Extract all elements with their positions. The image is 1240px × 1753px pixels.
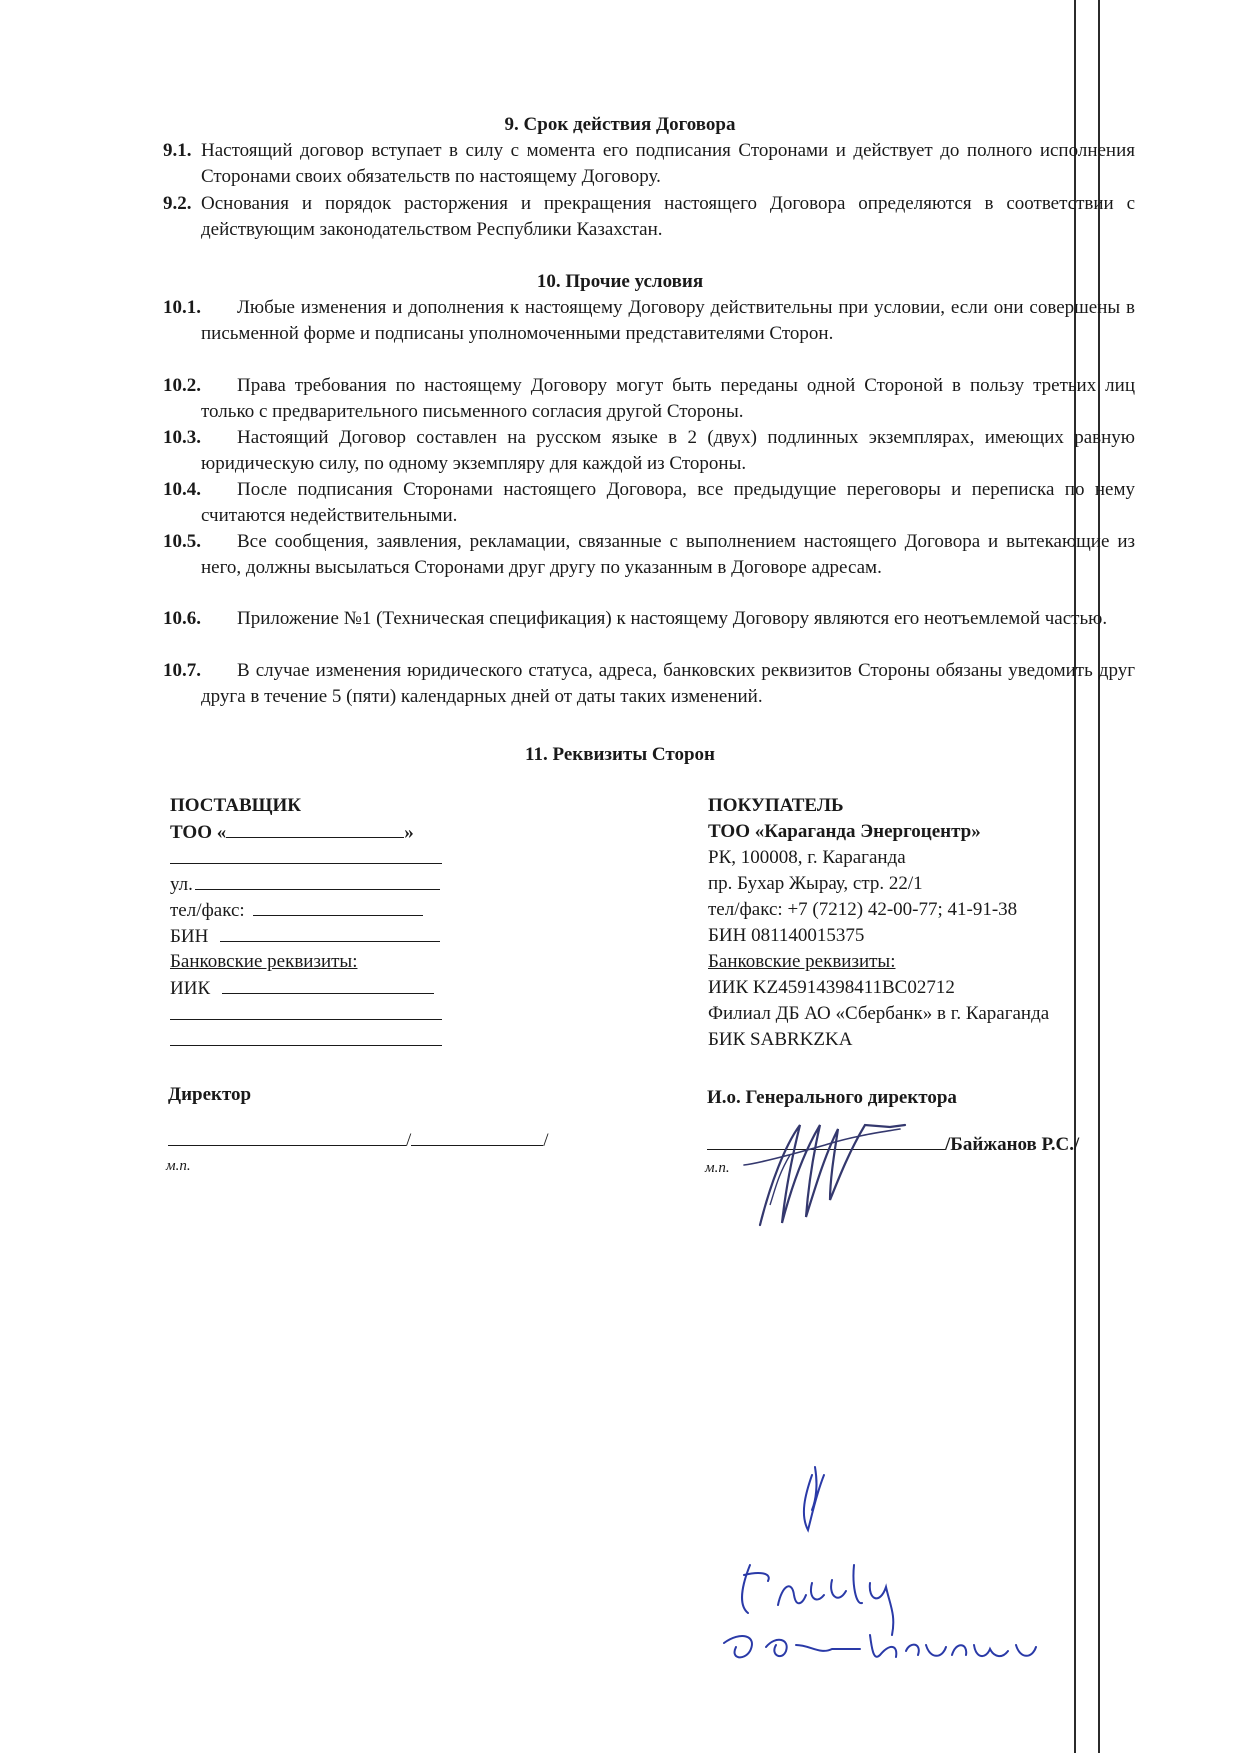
buyer-bin: БИН 081140015375 <box>708 925 865 946</box>
clause-text: Основания и порядок расторжения и прекращения настоящего Договора определяются в соответствии с действующим законодательством Республики Казахстан. <box>201 193 1135 240</box>
section-11-title: 11. Реквизиты Сторон <box>525 744 715 765</box>
clause-number: 10.6. <box>163 608 201 629</box>
buyer-phone: тел/факс: +7 (7212) 42-00-77; 41-91-38 <box>708 899 1018 920</box>
clause-10-6 <box>163 606 1135 632</box>
supplier-name-sign-blank <box>411 1127 543 1146</box>
supplier-street-blank <box>195 871 440 890</box>
supplier-street <box>170 871 470 897</box>
buyer-bank: Филиал ДБ АО «Сбербанк» в г. Караганда <box>708 1003 1050 1024</box>
supplier-slash-2: / <box>543 1130 549 1151</box>
clause-number: 10.5. <box>163 531 201 552</box>
buyer-bank-label: Банковские реквизиты: <box>708 951 896 972</box>
buyer-name: ТОО «Караганда Энергоцентр» <box>708 821 981 842</box>
supplier-iik <box>170 975 470 1001</box>
section-9-title: 9. Срок действия Договора <box>504 114 736 135</box>
supplier-details <box>170 793 470 1053</box>
supplier-blank-row <box>170 1027 470 1053</box>
buyer-signer: И.о. Генерального директора <box>707 1087 957 1108</box>
supplier-slash-1: / <box>406 1130 412 1151</box>
clause-text: Любые изменения и дополнения к настоящему Договору действительны при условии, если они совершены в письменной форме и подписаны уполномоченными представителями Сторон. <box>201 297 1135 344</box>
buyer-iik: ИИК KZ45914398411BC02712 <box>708 977 955 998</box>
supplier-bin <box>170 923 470 949</box>
clause-text: Настоящий Договор составлен на русском языке в 2 (двух) подлинных экземплярах, имеющих равную юридическую силу, по одному экземпляру для каждой из Стороны. <box>201 427 1135 474</box>
supplier-iik-blank <box>222 975 434 994</box>
supplier-name-blank <box>226 819 404 838</box>
clause-number: 10.4. <box>163 479 201 500</box>
supplier-bank-label: Банковские реквизиты: <box>170 951 358 972</box>
supplier-signature-line <box>168 1127 549 1154</box>
supplier-name-suffix: » <box>404 822 414 843</box>
clause-text: Настоящий договор вступает в силу с момента его подписания Сторонами и действует до полного исполнения Сторонами своих обязательств по настоящему Договору. <box>201 140 1135 187</box>
buyer-signer-name: /Байжанов Р.С./ <box>945 1134 1080 1155</box>
supplier-phone-label: тел/факс: <box>170 900 245 921</box>
buyer-address-2: пр. Бухар Жырау, стр. 22/1 <box>708 873 923 894</box>
clause-9-2 <box>163 191 1135 242</box>
supplier-name-prefix: ТОО « <box>170 822 227 843</box>
clause-number: 10.3. <box>163 427 201 448</box>
supplier-iik-label: ИИК <box>170 978 211 999</box>
supplier-blank-row <box>170 845 470 871</box>
supplier-stamp-place: м.п. <box>166 1158 191 1174</box>
clause-10-7 <box>163 658 1135 709</box>
clause-number: 10.1. <box>163 297 201 318</box>
buyer-details <box>708 793 1148 1053</box>
handwritten-initials <box>720 1455 1050 1695</box>
clause-text: Права требования по настоящему Договору могут быть переданы одной Стороной в пользу третьих лиц только с предварительного письменного согласия другой Стороны. <box>201 375 1135 422</box>
clause-number: 10.7. <box>163 660 201 681</box>
supplier-line <box>170 1001 442 1020</box>
supplier-bin-blank <box>220 923 440 942</box>
clause-number: 9.1. <box>163 140 192 161</box>
clause-text: Приложение №1 (Техническая спецификация) к настоящему Договору являются его неотъемлемой частью. <box>237 608 1108 629</box>
supplier-phone-blank <box>253 897 423 916</box>
supplier-bin-label: БИН <box>170 926 209 947</box>
buyer-signature <box>730 1105 920 1235</box>
clause-10-1 <box>163 295 1135 346</box>
clause-text: После подписания Сторонами настоящего Договора, все предыдущие переговоры и переписка по нему считаются недействительными. <box>201 479 1135 526</box>
clause-number: 9.2. <box>163 193 192 214</box>
clause-10-2 <box>163 373 1135 424</box>
supplier-line <box>170 1027 442 1046</box>
supplier-sign-blank <box>168 1127 406 1146</box>
supplier-street-label: ул. <box>170 874 193 895</box>
supplier-signer: Директор <box>168 1084 252 1105</box>
supplier-name <box>170 819 470 845</box>
clause-text: В случае изменения юридического статуса, адреса, банковских реквизитов Стороны обязаны уведомить друг друга в течение 5 (пяти) календарных дней от даты таких изменений. <box>201 660 1135 707</box>
clause-10-3 <box>163 425 1135 476</box>
supplier-phone <box>170 897 470 923</box>
supplier-line <box>170 845 442 864</box>
buyer-address-1: РК, 100008, г. Караганда <box>708 847 906 868</box>
clause-9-1 <box>163 138 1135 189</box>
buyer-bik: БИК SABRKZKA <box>708 1029 853 1050</box>
section-10-title: 10. Прочие условия <box>536 271 704 292</box>
clause-10-4 <box>163 477 1135 528</box>
clause-number: 10.2. <box>163 375 201 396</box>
buyer-stamp-place: м.п. <box>705 1160 730 1176</box>
buyer-title: ПОКУПАТЕЛЬ <box>708 795 844 816</box>
clause-10-5 <box>163 529 1135 580</box>
supplier-title: ПОСТАВЩИК <box>170 795 302 816</box>
supplier-blank-row <box>170 1001 470 1027</box>
clause-text: Все сообщения, заявления, рекламации, связанные с выполнением настоящего Договора и вытекающие из него, должны высылаться Сторонами друг другу по указанным в Договоре адресам. <box>201 531 1135 578</box>
